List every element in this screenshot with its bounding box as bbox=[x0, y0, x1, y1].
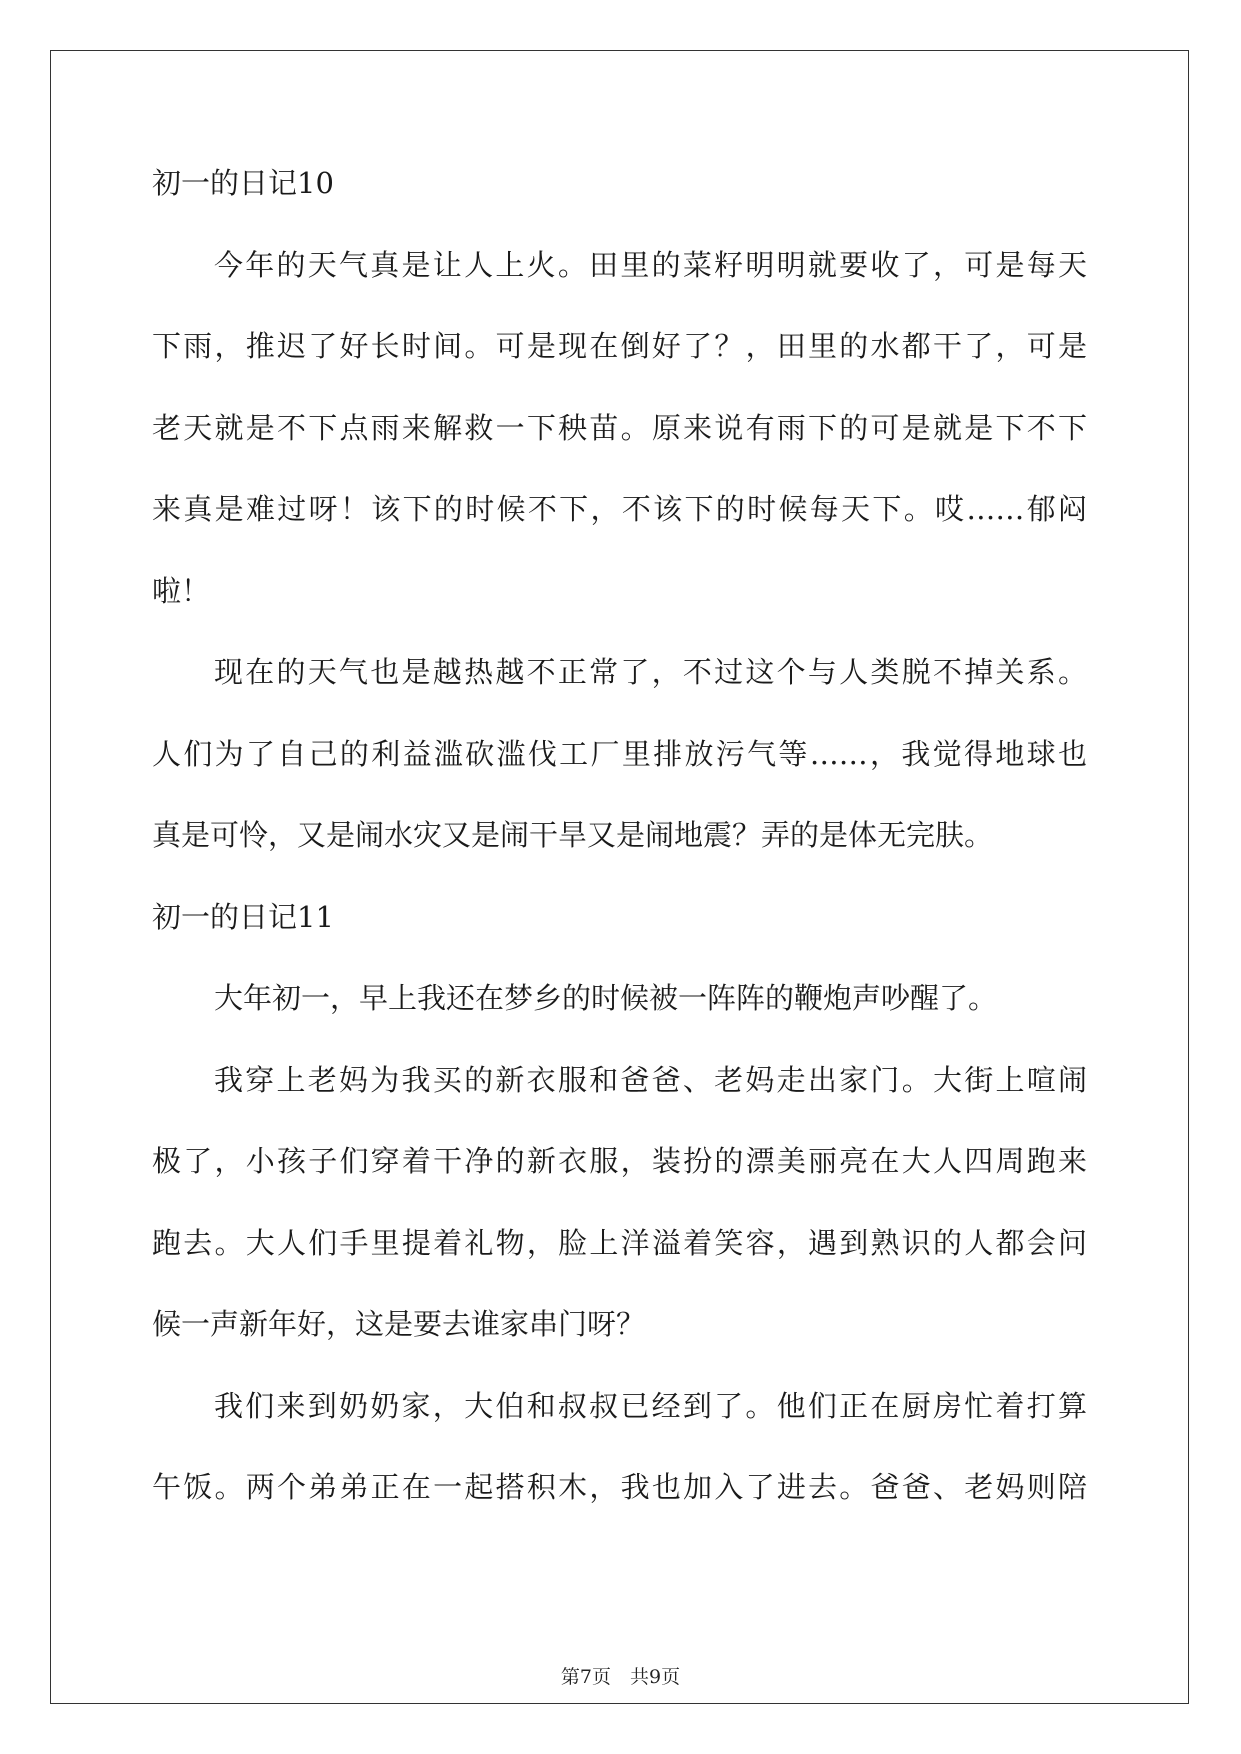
text-line: 今年的天气真是让人上火。田里的菜籽明明就要收了，可是每天 bbox=[214, 247, 1087, 282]
text-line: 啦！ bbox=[152, 573, 211, 608]
text-line: 下雨，推迟了好长时间。可是现在倒好了？，田里的水都干了，可是 bbox=[152, 329, 1087, 363]
page-number: 第7页 共9页 bbox=[560, 1666, 681, 1688]
text-line: 极了，小孩子们穿着干净的新衣服，装扮的漂美丽亮在大人四周跑来 bbox=[152, 1144, 1087, 1178]
text-line: 大年初一，早上我还在梦乡的时候被一阵阵的鞭炮声吵醒了。 bbox=[214, 981, 998, 1015]
text-line: 人们为了自己的利益滥砍滥伐工厂里排放污气等……，我觉得地球也 bbox=[152, 736, 1087, 771]
text-line: 跑去。大人们手里提着礼物，脸上洋溢着笑容，遇到熟识的人都会问 bbox=[152, 1225, 1087, 1260]
text-line: 初一的日记10 bbox=[152, 166, 334, 200]
text-line: 午饭。两个弟弟正在一起搭积木，我也加入了进去。爸爸、老妈则陪 bbox=[152, 1470, 1087, 1504]
text-line: 候一声新年好，这是要去谁家串门呀？ bbox=[152, 1307, 646, 1341]
text-line: 来真是难过呀！该下的时候不下，不该下的时候每天下。哎……郁闷 bbox=[152, 492, 1087, 526]
text-line: 真是可怜，又是闹水灾又是闹干旱又是闹地震？弄的是体无完肤。 bbox=[152, 818, 994, 852]
text-line: 初一的日记11 bbox=[152, 899, 334, 934]
text-line: 我穿上老妈为我买的新衣服和爸爸、老妈走出家门。大街上喧闹 bbox=[214, 1062, 1087, 1097]
text-line: 我们来到奶奶家，大伯和叔叔已经到了。他们正在厨房忙着打算 bbox=[214, 1388, 1087, 1423]
document-body bbox=[152, 157, 1087, 1543]
text-line: 老天就是不下点雨来解救一下秧苗。原来说有雨下的可是就是下不下 bbox=[152, 410, 1087, 445]
text-line: 现在的天气也是越热越不正常了，不过这个与人类脱不掉关系。 bbox=[214, 655, 1087, 689]
